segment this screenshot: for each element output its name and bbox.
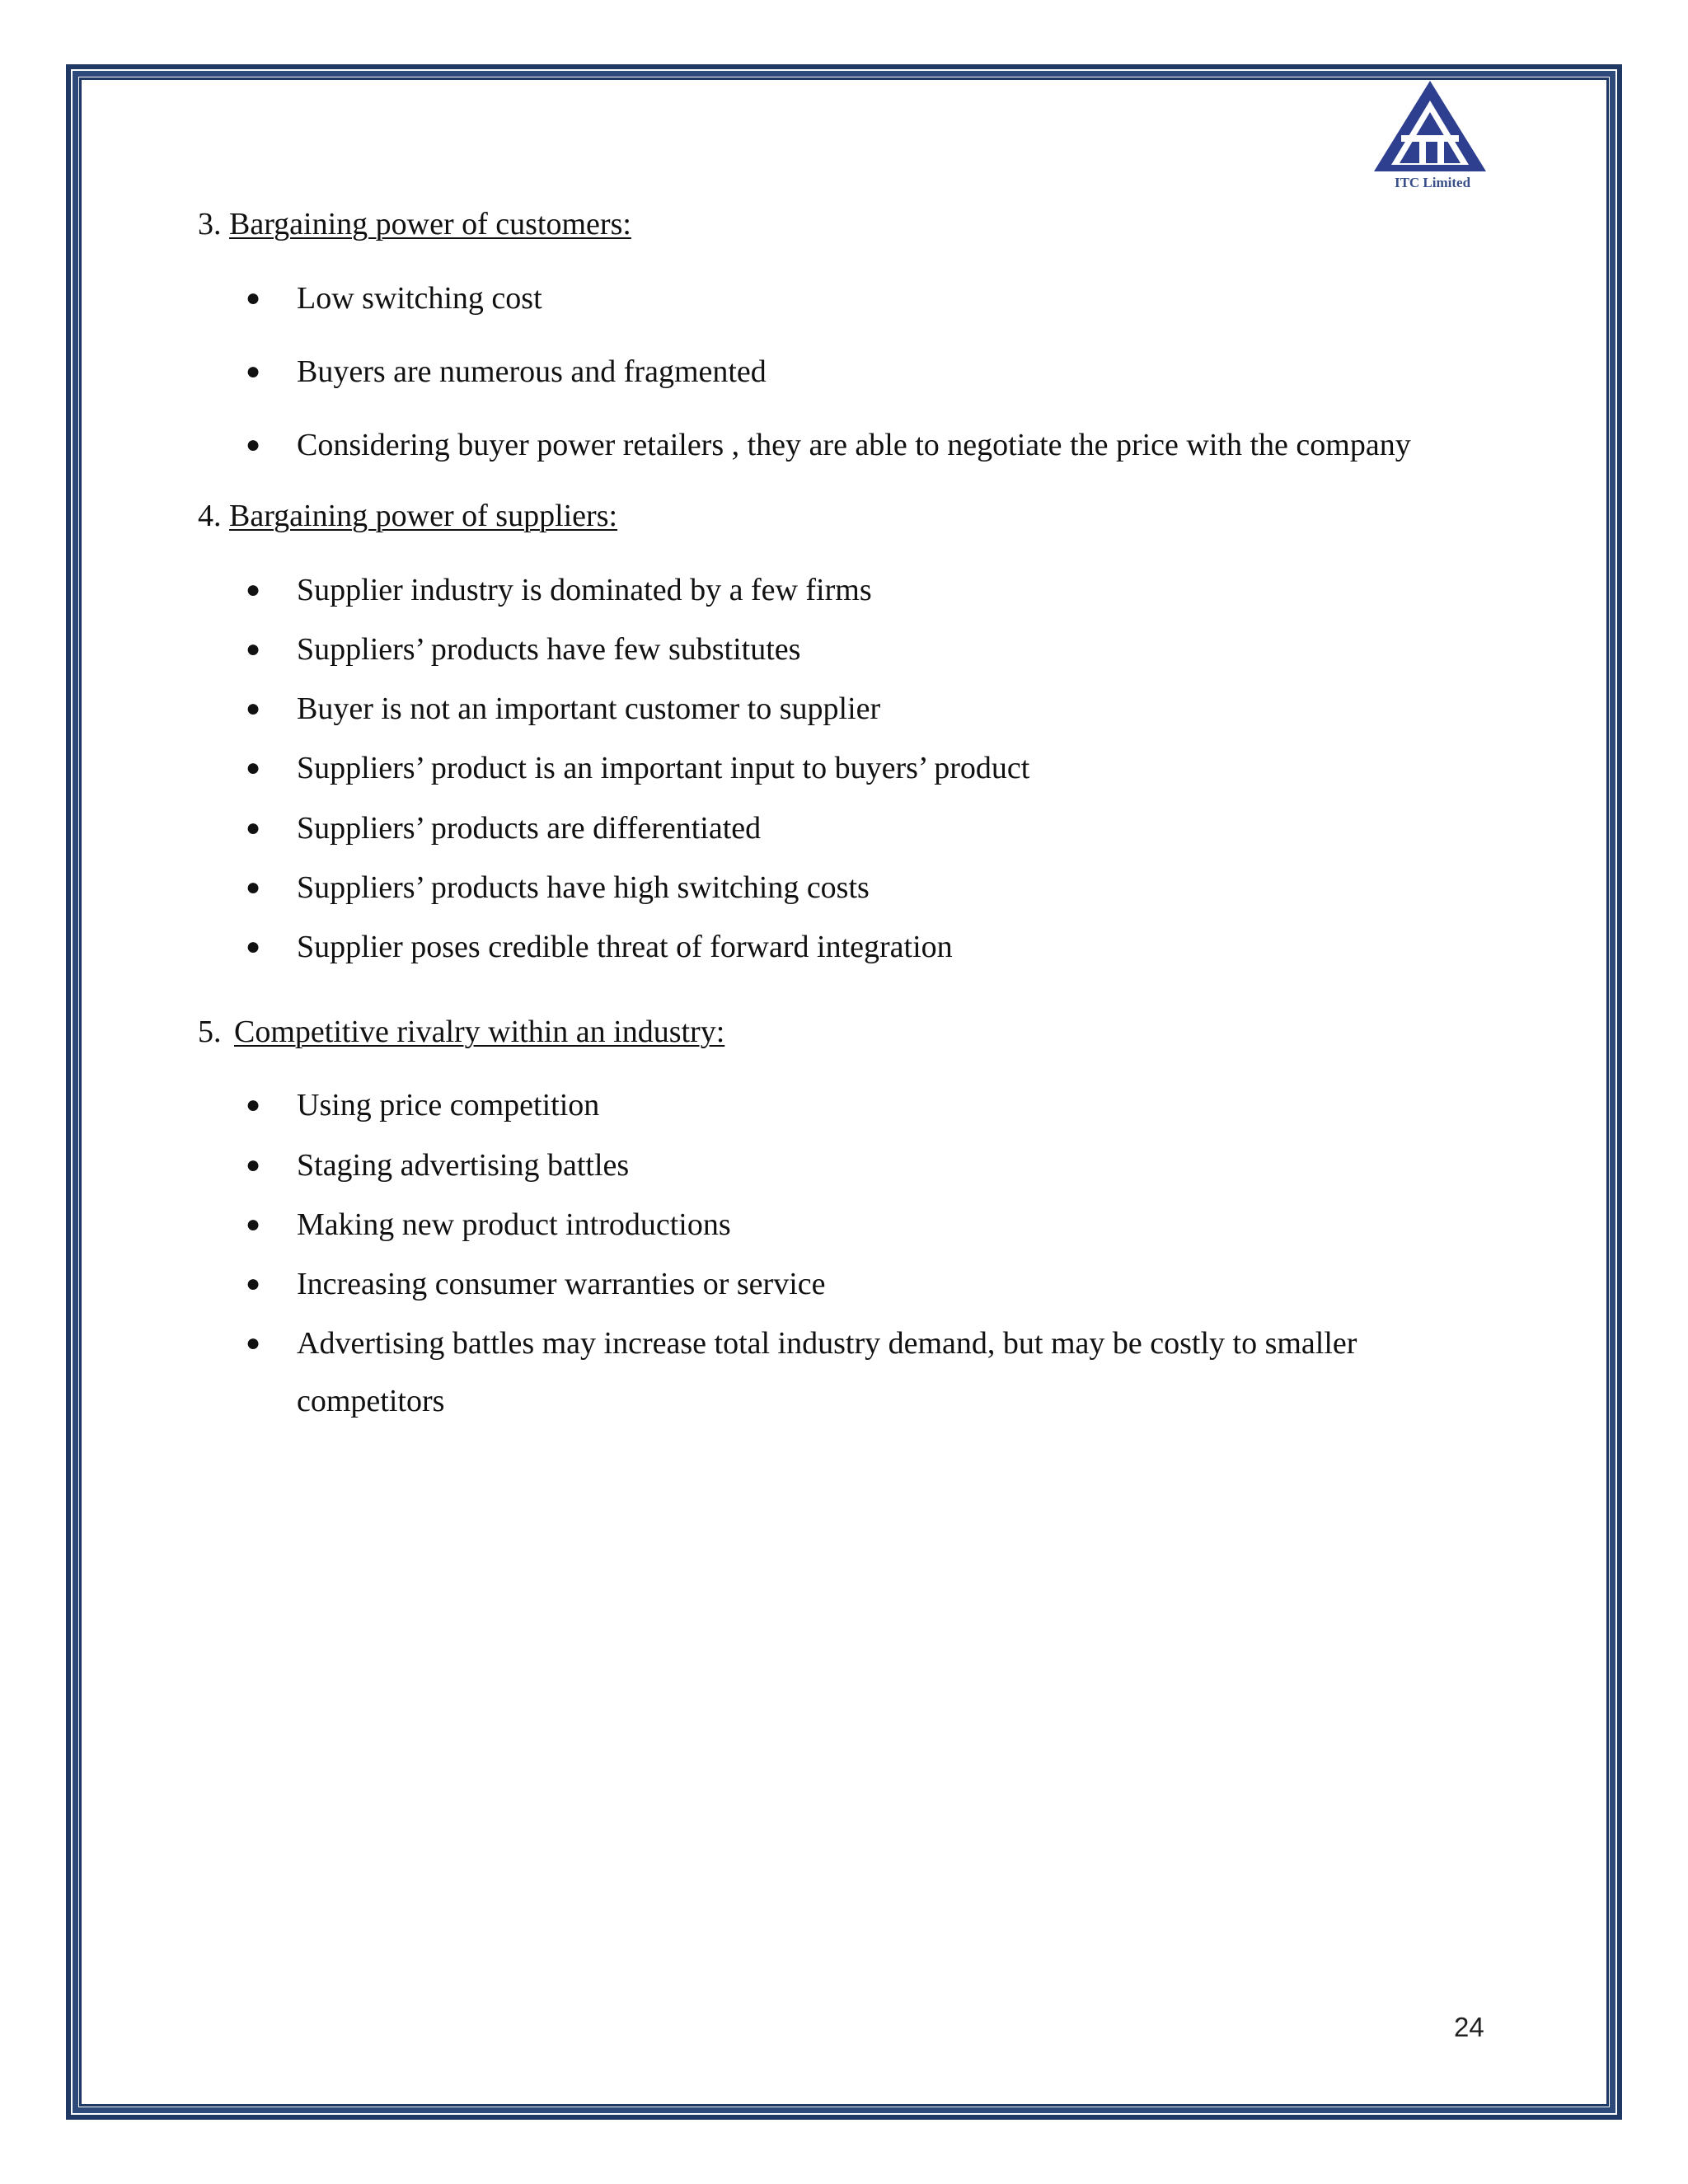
list-item-text: Making new product introductions <box>297 1207 731 1242</box>
page-number: 24 <box>1454 2012 1484 2042</box>
bullet-icon: ● <box>246 814 261 841</box>
section-title: Bargaining power of customers: <box>229 207 631 241</box>
section-number: 4. <box>198 499 222 533</box>
list-item-text: Advertising battles may increase total industry demand, but may be costly to smaller competitors <box>297 1326 1357 1418</box>
section-heading <box>198 498 617 534</box>
bullet-icon: ● <box>246 1151 261 1179</box>
bullet-icon: ● <box>246 1091 261 1118</box>
list-item-text: Buyer is not an important customer to supplier <box>297 691 881 726</box>
list-item-text: Buyers are numerous and fragmented <box>297 354 767 389</box>
section-title: Competitive rivalry within an industry: <box>234 1015 725 1049</box>
bullet-icon: ● <box>246 933 261 960</box>
section-heading <box>198 1014 724 1050</box>
logo-caption: ITC Limited <box>1394 175 1471 190</box>
list-item-text: Using price competition <box>297 1088 600 1122</box>
section-number: 3. <box>198 207 222 241</box>
bullet-icon: ● <box>246 1329 261 1357</box>
list-item-text: Considering buyer power retailers , they are able to negotiate the price with the company <box>297 428 1411 462</box>
bullet-icon: ● <box>246 695 261 722</box>
list-item-text: Increasing consumer warranties or service <box>297 1267 826 1301</box>
list-item-text: Suppliers’ products are differentiated <box>297 811 762 846</box>
list-item-text: Suppliers’ product is an important input to buyers’ product <box>297 751 1030 785</box>
bullet-icon: ● <box>246 431 261 458</box>
bullet-icon: ● <box>246 754 261 781</box>
bullet-icon: ● <box>246 284 261 312</box>
bullet-icon: ● <box>246 874 261 901</box>
list-item-text: Suppliers’ products have high switching costs <box>297 870 870 905</box>
list-item-text: Supplier poses credible threat of forward integration <box>297 930 953 964</box>
list-item-text: Suppliers’ products have few substitutes <box>297 632 801 667</box>
list-item-text: Staging advertising battles <box>297 1148 630 1183</box>
list-item-text: Supplier industry is dominated by a few firms <box>297 573 872 607</box>
bullet-icon: ● <box>246 1270 261 1297</box>
section-heading <box>198 206 631 242</box>
section-number: 5. <box>198 1015 222 1049</box>
list-item-text: Low switching cost <box>297 281 542 316</box>
bullet-icon: ● <box>246 1211 261 1238</box>
section-title: Bargaining power of suppliers: <box>229 499 618 533</box>
bullet-icon: ● <box>246 358 261 385</box>
bullet-icon: ● <box>246 635 261 663</box>
bullet-icon: ● <box>246 576 261 603</box>
